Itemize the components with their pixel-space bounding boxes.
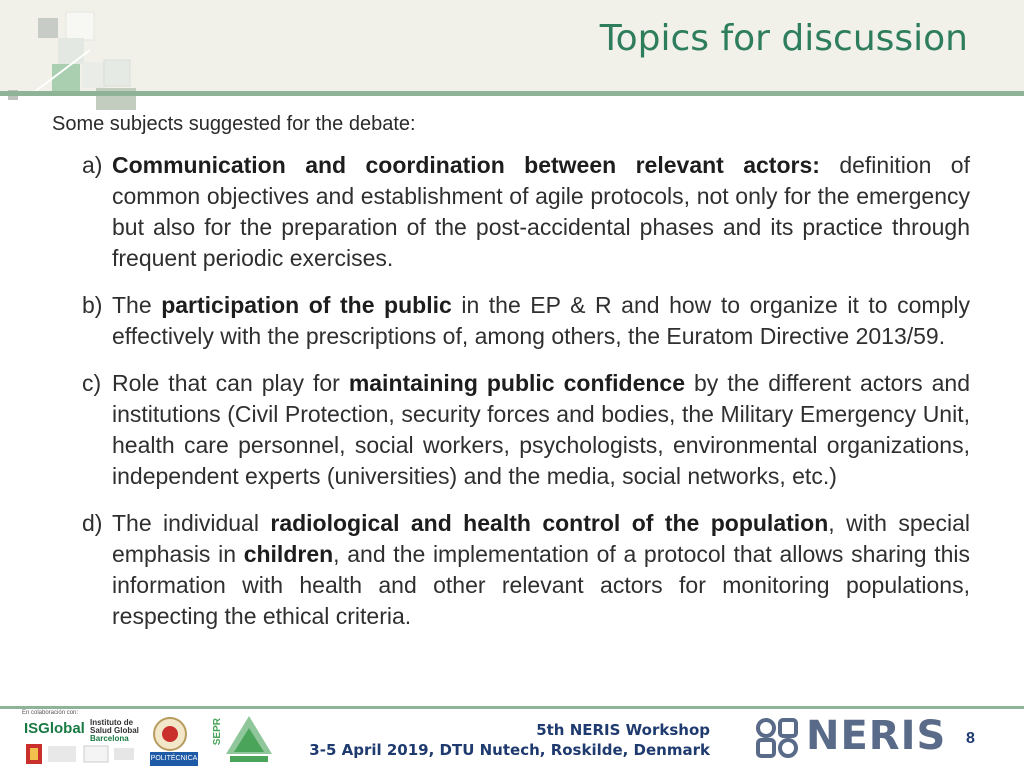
neris-logo-icon [756,718,800,758]
list-item-text: Communication and coordination between relevant actors: definition of common objectives and establishment of agile protocols, not only for the emergency but also for the preparation of the post-accidental phases and its practice through frequent periodic exercises. [112,152,970,271]
page-title: Topics for discussion [599,18,968,59]
list-marker: a) [82,152,103,178]
workshop-info: 5th NERIS Workshop 3-5 April 2019, DTU Nutech, Roskilde, Denmark [309,721,710,759]
neris-logo-text: NERIS [806,713,947,759]
item-bold: radiological and health control of the population [270,510,829,536]
item-bold: participation of the public [161,292,452,318]
topics-list [82,150,970,648]
list-marker: c) [82,370,102,396]
list-item [82,368,970,492]
sepr-logo-icon [224,714,274,766]
list-marker: b) [82,292,103,318]
university-crest-icon [152,716,188,752]
item-bold: Communication and coordination between relevant actors: [112,152,820,178]
politecnica-logo: POLITÉCNICA [150,752,198,766]
list-marker: d) [82,510,103,536]
list-item [82,290,970,352]
corner-squares-decoration [0,0,160,120]
list-item [82,150,970,274]
item-bold: maintaining public confidence [348,370,686,396]
isglobal-logo: ISGlobal [24,720,85,737]
sponsor-logos-icon [26,742,136,766]
intro-text: Some subjects suggested for the debate: [52,113,416,135]
collaboration-label: En colaboración con: [22,710,79,716]
isglobal-logo-subtitle: Instituto de Salud Global Barcelona [90,718,139,743]
item-bold-2: children [243,541,334,567]
sepr-logo-text: SEPR [212,718,223,746]
list-item [82,508,970,632]
list-item-text: The participation of the public in the EP & R and how to organize it to comply effectively with the prescriptions of, among others, the Euratom Directive 2013/59. [112,292,970,349]
list-item-text: Role that can play for maintaining public confidence by the different actors and institutions (Civil Protection, security forces and bodies, the Military Emergency Unit, health care personnel, social workers, psychologists, environmental organizations, independent experts (universities) and the media, social networks, etc.) [112,370,970,489]
page-number: 8 [966,730,975,747]
list-item-text: The individual radiological and health control of the population, with special emphasis in children, and the implementation of a protocol that allows sharing this information with health and other relevant actors for monitoring populations, respecting the ethical criteria. [112,510,970,629]
header-divider [0,91,1024,96]
